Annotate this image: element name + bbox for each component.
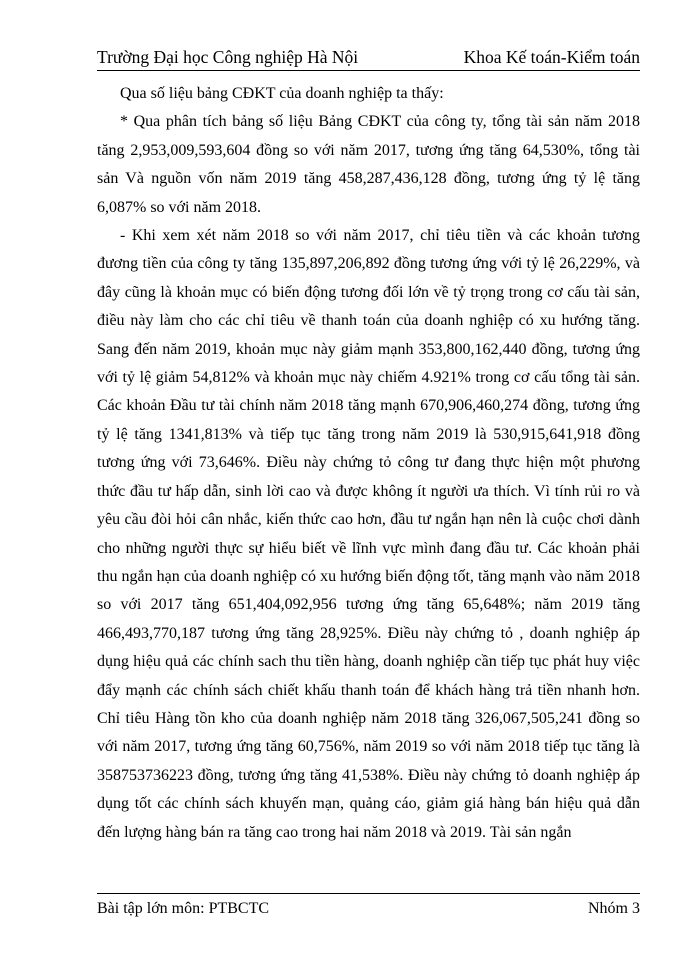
analysis-paragraph: - Khi xem xét năm 2018 so với năm 2017, chỉ tiêu tiền và các khoản tương đương tiền của công ty tăng 135,897,206,892 đồng tương ứng với tỷ lệ 26,229%, và đây cũng là khoản mục có biến động tương đối lớn về tỷ trọng trong cơ cấu tài sản, điều này làm cho các chỉ tiêu về thanh toán của doanh nghiệp có xu hướng tăng. Sang đến năm 2019, khoản mục này giảm mạnh 353,800,162,440 đồng, tương ứng với tỷ lệ giảm 54,812% và khoản mục này chiếm 4.921% trong cơ cấu tổng tài sản. Các khoản Đầu tư tài chính năm 2018 tăng mạnh 670,906,460,274 đồng, tương ứng tỷ lệ tăng 1341,813% và tiếp tục tăng trong năm 2019 là 530,915,641,918 đồng tương ứng với 73,646%. Điều này chứng tỏ công tư đang thực hiện một phương thức đầu tư hấp dẫn, sinh lời cao và được không ít người ưa thích. Vì tính rủi ro và yêu cầu đòi hỏi cân nhắc, kiến thức cao hơn, đầu tư ngắn hạn nên là cuộc chơi dành cho những người thực sự hiểu biết về lĩnh vực mình đang đầu tư. Các khoản phải thu ngắn hạn của doanh nghiệp có xu hướng biến động tốt, tăng mạnh vào năm 2018 so với 2017 tăng 651,404,092,956 tương ứng tăng 65,648%; năm 2019 tăng 466,493,770,187 tương ứng tăng 28,925%. Điều này chứng tỏ , doanh nghiệp áp dụng hiệu quả các chính sach thu tiền hàng, doanh nghiệp cần tiếp tục phát huy việc đẩy mạnh các chính sách chiết khấu thanh toán để khách hàng trả tiền nhanh hơn. Chỉ tiêu Hàng tồn kho của doanh nghiệp năm 2018 tăng 326,067,505,241 đồng so với năm 2017, tương ứng tăng 60,756%, năm 2019 so với năm 2018 tiếp tục tăng là 358753736223 đồng, tương ứng tăng 41,538%. Điều này chứng tỏ doanh nghiệp áp dụng tốt các chính sách khuyến mạn, quảng cáo, giảm giá hàng bán hiệu quả dẫn đến lượng hàng bán ra tăng cao trong hai năm 2018 và 2019. Tài sản ngắn xyxy=(97,227,640,841)
header-faculty-name: Khoa Kế toán-Kiểm toán xyxy=(463,47,640,67)
footer-divider xyxy=(97,893,640,894)
document-body xyxy=(97,80,640,847)
footer-group-name: Nhóm 3 xyxy=(588,900,640,917)
intro-paragraph: Qua số liệu bảng CĐKT của doanh nghiệp ta thấy: xyxy=(120,85,444,102)
header-school-name: Trường Đại học Công nghiệp Hà Nội xyxy=(97,47,359,67)
total-assets-paragraph: * Qua phân tích bảng số liệu Bảng CĐKT của công ty, tổng tài sản năm 2018 tăng 2,953,009,593,604 đồng so với năm 2017, tương ứng tăng 64,530%, tổng tài sản Và nguồn vốn năm 2019 tăng 458,287,436,128 đồng, tương ứng tỷ lệ tăng 6,087% so với năm 2018. xyxy=(97,113,640,216)
page-footer xyxy=(97,900,640,918)
page-header xyxy=(97,38,640,68)
header-divider xyxy=(97,70,640,71)
footer-course-name: Bài tập lớn môn: PTBCTC xyxy=(97,900,270,917)
